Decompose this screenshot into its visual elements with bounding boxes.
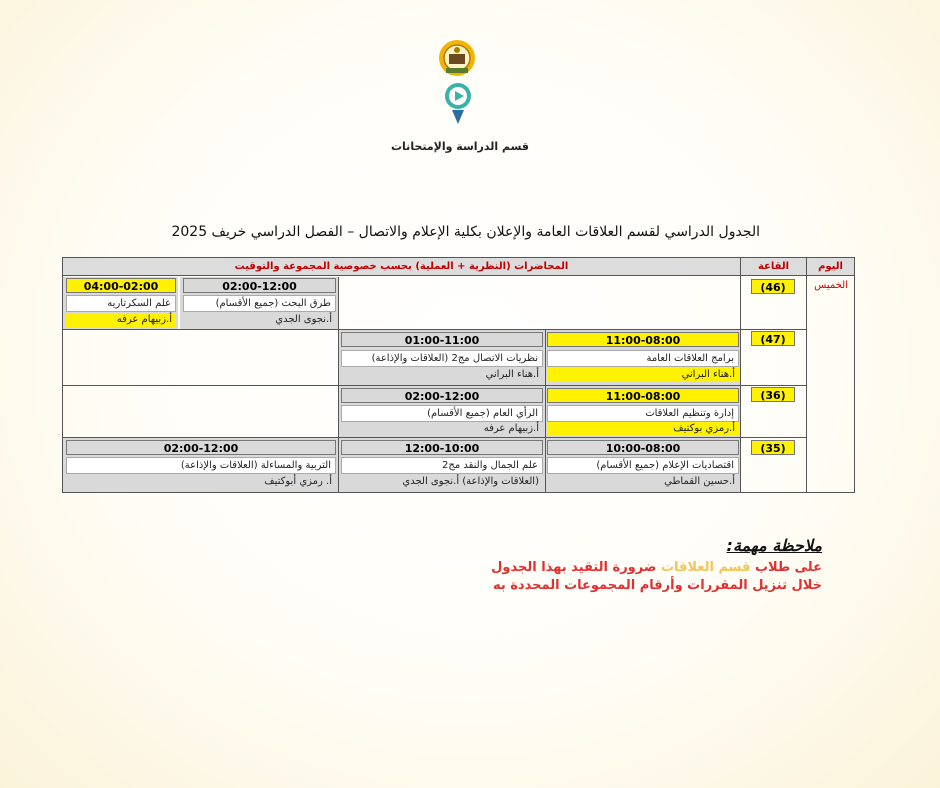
slot-36-2-course: الرأي العام (جميع الأقسام) [341, 405, 543, 422]
schedule-title: الجدول الدراسي لقسم العلاقات العامة والإعلان بكلية الإعلام والاتصال – الفصل الدراسي خريف 2025 [171, 224, 760, 240]
slot-47-2-prof: أ.هناء البراني [485, 369, 539, 380]
slot-47-1-time: 11:00-08:00 [547, 332, 739, 347]
slot-35-1-prof: أ.حسين القماطي [664, 476, 735, 487]
note-line-2: خلال تنزيل المقررات وأرقام المجموعات المحددة به [492, 578, 822, 593]
slot-35-2-course: علم الجمال والنقد مج2 [341, 457, 543, 474]
slot-46-2-time: 04:00-02:00 [66, 278, 176, 293]
schedule-table [62, 257, 855, 493]
room-46: (46) [751, 279, 795, 294]
slot-47-2-time: 01:00-11:00 [341, 332, 543, 347]
slot-35-3-course: التربية والمساءلة (العلاقات والإذاعة) [66, 457, 336, 474]
university-seal-logo [437, 38, 477, 78]
day-header: اليوم [806, 258, 854, 276]
slot-46-2-course: علم السكرتاريه [66, 295, 176, 312]
slot-35-2-time: 12:00-10:00 [341, 440, 543, 455]
room-35: (35) [751, 440, 795, 455]
slot-35-3-prof: أ. رمزي أبوكتيف [264, 476, 332, 487]
note-line-1 [420, 560, 822, 575]
slot-36-2-prof: أ.زبيهام عرفه [483, 423, 539, 434]
note-line-1-b: قسم العلاقات [660, 560, 751, 575]
slot-35-3-time: 02:00-12:00 [66, 440, 336, 455]
slot-35-1-time: 10:00-08:00 [547, 440, 739, 455]
slot-36-1-course: إدارة وتنظيم العلاقات [547, 405, 739, 422]
day-label: الخميس [814, 280, 848, 291]
room-header: القاعة [740, 258, 806, 276]
slot-35-2-prof: (العلاقات والإذاعة) أ.نجوى الجدي [402, 476, 539, 487]
slot-47-1-prof: أ.هناء البراني [547, 368, 739, 382]
note-line-1-a: على طلاب [754, 560, 822, 575]
slot-46-1-prof: أ.نجوى الجدي [275, 314, 332, 325]
slot-47-1-course: برامج العلاقات العامة [547, 350, 739, 367]
note-title: ملاحظة مهمة: [726, 536, 822, 555]
faculty-media-logo [443, 82, 473, 126]
room-36: (36) [751, 387, 795, 402]
slot-47-2-course: نظريات الاتصال مج2 (العلاقات والإذاعة) [341, 350, 543, 367]
slot-46-2-prof: أ.زبيهام عرفه [66, 313, 176, 327]
slot-36-1-time: 11:00-08:00 [547, 388, 739, 403]
slot-46-1-course: طرق البحث (جميع الأقسام) [183, 295, 336, 312]
slot-35-1-course: اقتصاديات الإعلام (جميع الأقسام) [547, 457, 739, 474]
room-47: (47) [751, 331, 795, 346]
slot-36-1-prof: أ.رمزي بوكتيف [547, 422, 739, 436]
slot-46-1-time: 02:00-12:00 [183, 278, 336, 293]
lectures-header: المحاضرات (النظرية + العملية) بحسب خصوصية المجموعة والتوقيت [63, 258, 740, 276]
slot-36-2-time: 02:00-12:00 [341, 388, 543, 403]
department-name: قسم الدراسة والإمتحانات [391, 140, 529, 153]
note-line-1-c: ضرورة التقيد بهذا الجدول [491, 560, 657, 575]
